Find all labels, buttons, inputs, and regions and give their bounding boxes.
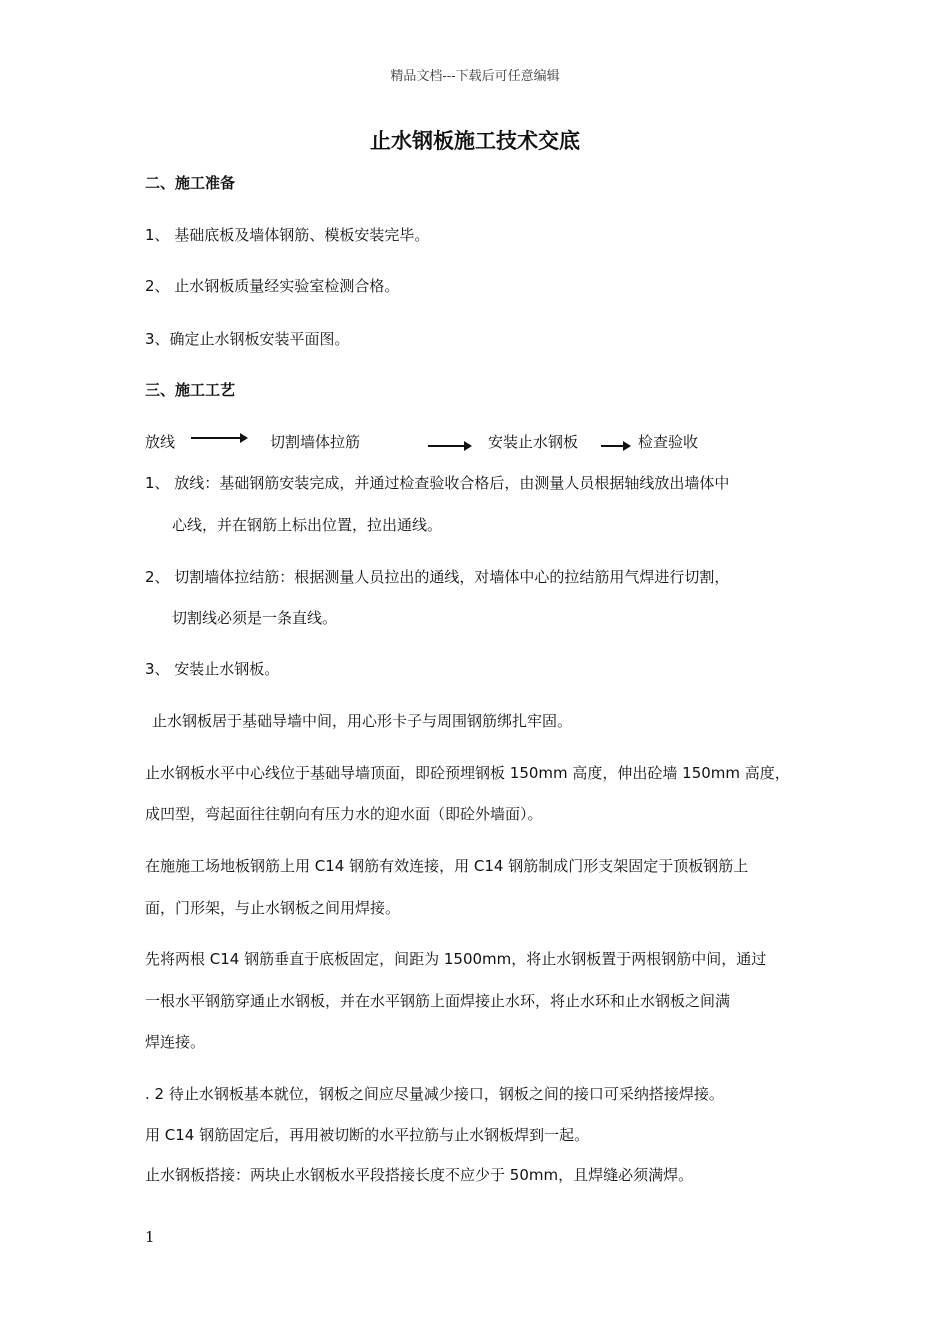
flow-arrow-1	[191, 437, 246, 439]
step1-line2: 心线，并在钢筋上标出位置，拉出通线。	[172, 516, 443, 534]
paragraph-6: 用 C14 钢筋固定后，再用被切断的水平拉筋与止水钢板焊到一起。	[145, 1126, 590, 1144]
paragraph-5: . 2 待止水钢板基本就位，钢板之间应尽量减少接口，钢板之间的接口可采纳搭接焊接。	[145, 1085, 724, 1103]
header-note: 精品文档---下载后可任意编辑	[390, 69, 560, 84]
paragraph-4-line2: 一根水平钢筋穿通止水钢板，并在水平钢筋上面焊接止水环，将止水环和止水钢板之间满	[145, 992, 731, 1010]
section-heading-preparation: 二、施工准备	[145, 174, 236, 192]
step2-line1: 2、 切割墙体拉结筋：根据测量人员拉出的通线，对墙体中心的拉结筋用气焊进行切割，	[145, 568, 730, 586]
paragraph-2-line1: 止水钢板水平中心线位于基础导墙顶面，即砼预埋钢板 150mm 高度，伸出砼墙 150mm 高度，	[145, 764, 790, 782]
paragraph-7: 止水钢板搭接：两块止水钢板水平段搭接长度不应少于 50mm，且焊缝必须满焊。	[145, 1166, 694, 1184]
paragraph-4-line3: 焊连接。	[145, 1033, 206, 1051]
flow-arrow-2	[428, 445, 470, 447]
flow-step-2: 切割墙体拉筋	[270, 433, 361, 451]
prep-item-3: 3、确定止水钢板安装平面图。	[145, 330, 350, 348]
section-heading-process: 三、施工工艺	[145, 381, 236, 399]
prep-item-1: 1、 基础底板及墙体钢筋、模板安装完毕。	[145, 226, 430, 244]
prep-item-2: 2、 止水钢板质量经实验室检测合格。	[145, 277, 400, 295]
paragraph-3-line1: 在施施工场地板钢筋上用 C14 钢筋有效连接，用 C14 钢筋制成门形支架固定于顶板钢筋上	[145, 857, 749, 875]
step3: 3、 安装止水钢板。	[145, 660, 280, 678]
flow-step-3: 安装止水钢板	[488, 433, 579, 451]
document-title: 止水钢板施工技术交底	[370, 128, 580, 153]
page-number: 1	[145, 1228, 155, 1246]
paragraph-2-line2: 成凹型，弯起面往往朝向有压力水的迎水面（即砼外墙面）。	[145, 805, 543, 823]
paragraph-1: 止水钢板居于基础导墙中间，用心形卡子与周围钢筋绑扎牢固。	[152, 712, 573, 730]
step2-line2: 切割线必须是一条直线。	[172, 609, 338, 627]
paragraph-3-line2: 面，门形架，与止水钢板之间用焊接。	[145, 899, 401, 917]
flow-step-1: 放线	[145, 433, 176, 451]
paragraph-4-line1: 先将两根 C14 钢筋垂直于底板固定，间距为 1500mm，将止水钢板置于两根钢筋中间，通过	[145, 950, 767, 968]
step1-line1: 1、 放线：基础钢筋安装完成，并通过检查验收合格后，由测量人员根据轴线放出墙体中	[145, 474, 730, 492]
flow-arrow-3	[601, 445, 629, 447]
flow-step-4: 检查验收	[638, 433, 699, 451]
